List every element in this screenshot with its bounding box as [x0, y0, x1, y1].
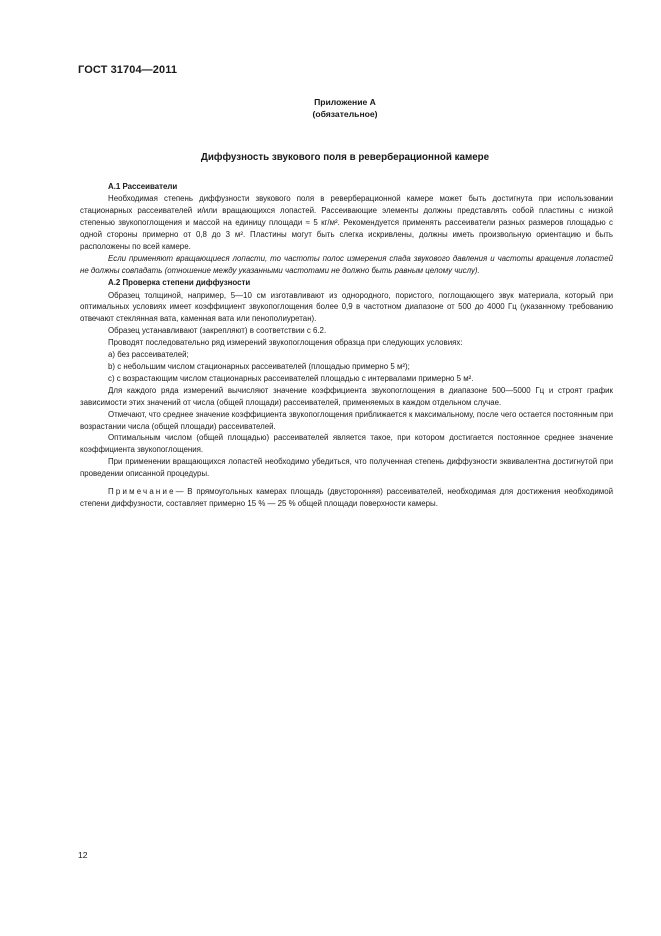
list-item: a) без рассеивателей;	[108, 350, 189, 360]
note-label: Примечание	[108, 487, 176, 497]
paragraph: Оптимальным числом (общей площадью) рассеивателей является такое, при котором достигается постоянное среднее значение коэффициента звукопоглощения.	[80, 433, 613, 455]
document-body	[80, 180, 613, 510]
paragraph: Образец толщиной, например, 5—10 см изготавливают из однородного, пористого, поглощающего звук материала, который при оптимальных условиях имеет коэффициент звукопоглощения более 0,9 в частотном диапазоне от 500 до 4000 Гц (указанному требованию отвечают стеклянная вата, каменная вата или пенополиуретан).	[80, 290, 613, 324]
annex-heading: Диффузность звукового поля в реверберационной камере	[200, 152, 490, 163]
document-code: ГОСТ 31704—2011	[78, 64, 178, 76]
list-item: c) с возрастающим числом стационарных рассеивателей площадью с интервалами примерно 5 м².	[108, 373, 474, 383]
list-item: b) с небольшим числом стационарных рассеивателей (площадью примерно 5 м²);	[108, 361, 410, 371]
paragraph-italic: Если применяют вращающиеся лопасти, то частоты полос измерения спада звукового давления и частоты вращения лопастей не должны совпадать (отношение между указанными частотами не должно быть равным целому числу).	[80, 253, 613, 275]
paragraph: Проводят последовательно ряд измерений звукопоглощения образца при следующих условиях:	[108, 338, 463, 348]
paragraph: Образец устанавливают (закрепляют) в соответствии с 6.2.	[108, 326, 327, 336]
paragraph: Отмечают, что среднее значение коэффициента звукопоглощения приближается к максимальному, после чего остается постоянным при возрастании числа (общей площади) рассеивателей.	[80, 409, 613, 431]
annex-status: (обязательное)	[312, 109, 378, 119]
annex-title: Приложение А	[314, 97, 376, 107]
note	[80, 486, 613, 510]
note-text: — В прямоугольных камерах площадь (двусторонняя) рассеивателей, необходимая для достижения необходимой степени диффузности, составляет примерно 15 % — 25 % общей площади поверхности камеры.	[80, 487, 613, 508]
paragraph: Необходимая степень диффузности звукового поля в реверберационной камере может быть достигнута при использовании стационарных рассеивателей и/или вращающихся лопастей. Рассеивающие элементы должны представлять собой пластины с низкой степенью звукопоглощения и массой на единицу площади ≈ 5 кг/м². Рекомендуется применять рассеиватели разных размеров площадью с одной стороны примерно от 0,8 до 3 м². Пластины могут быть слегка искривлены, должны иметь произвольную ориентацию и быть расположены по всей камере.	[80, 194, 613, 251]
section-a1-title: А.1 Рассеиватели	[108, 181, 178, 191]
section-a2-title: А.2 Проверка степени диффузности	[108, 278, 251, 288]
paragraph: Для каждого ряда измерений вычисляют значение коэффициента звукопоглощения в диапазоне 500—5000 Гц и строят график зависимости этих значений от числа (общей площади) рассеивателей, применяемых в каждом отдельном случае.	[80, 385, 613, 407]
page-number: 12	[78, 850, 88, 860]
paragraph: При применении вращающихся лопастей необходимо убедиться, что полученная степень диффузности эквивалентна достигнутой при проведении описанной процедуры.	[80, 457, 613, 479]
